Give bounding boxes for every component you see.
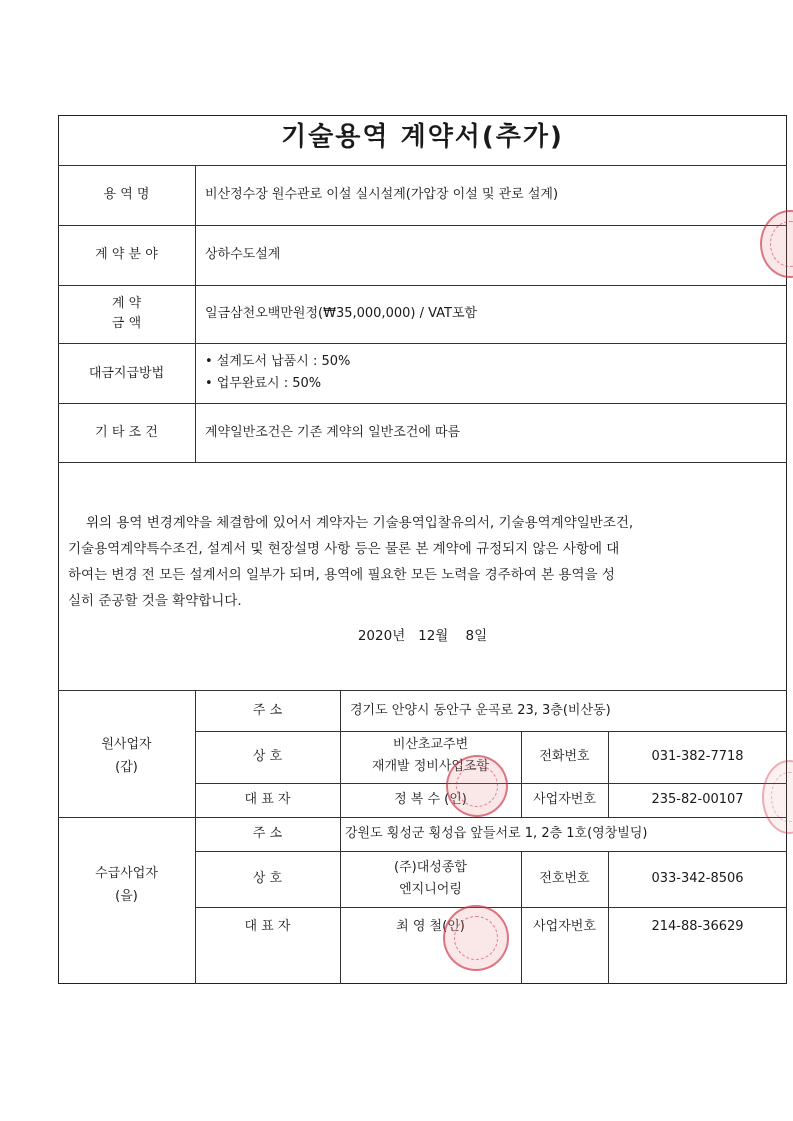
divider [340,690,341,984]
client-rep-label: 대 표 자 [244,792,291,807]
contractor-role-sub: (을) [115,889,138,904]
contractor-name-line1: (주)대성종합 [394,860,467,875]
divider [58,462,787,463]
contractor-bizno-label: 사업자번호 [533,919,596,934]
divider [58,165,787,166]
divider [58,285,787,286]
client-bizno-label: 사업자번호 [533,792,596,807]
contractor-address: 강원도 횡성군 횡성읍 앞들서로 1, 2층 1호(영창빌딩) [345,826,648,841]
service-name-value: 비산정수장 원수관로 이설 실시설계(가압장 이설 및 관로 설계) [205,187,559,202]
contractor-address-label: 주 소 [252,826,283,841]
other-terms-label: 기 타 조 건 [95,425,158,440]
divider [58,403,787,404]
contract-statement [68,510,778,614]
divider [58,817,787,818]
divider [195,731,787,732]
client-address: 경기도 안양시 동안구 운곡로 23, 3층(비산동) [350,703,611,718]
divider [58,343,787,344]
divider [58,690,787,691]
contractor-name-label: 상 호 [252,871,283,886]
client-address-label: 주 소 [252,703,283,718]
client-phone-label: 전화번호 [539,749,590,764]
contractor-phone: 033-342-8506 [651,871,744,886]
other-terms-value: 계약일반조건은 기존 계약의 일반조건에 따름 [205,425,461,440]
contractor-name-line2: 엔지니어링 [399,882,462,897]
field-label: 계 약 분 야 [95,247,158,262]
contractor-rep-label: 대 표 자 [244,919,291,934]
client-rep: 정 복 수 (인) [394,792,467,807]
contractor-phone-label: 전호번호 [539,871,590,886]
client-role-sub: (갑) [115,760,138,775]
statement-line: 위의 용역 변경계약을 체결함에 있어서 계약자는 기술용역입찰유의서, 기술용역계약일반조건, [86,515,634,531]
payment-item: • 설계도서 납품시 : 50% [205,354,351,369]
amount-value: 일금삼천오백만원정(₩35,000,000) / VAT포함 [205,306,478,321]
service-name-label: 용 역 명 [103,187,150,202]
divider [58,225,787,226]
document-title: 기술용역 계약서(추가) [281,122,564,152]
client-phone: 031-382-7718 [651,749,744,764]
payment-label: 대금지급방법 [88,366,165,381]
payment-item: • 업무완료시 : 50% [205,376,322,391]
statement-line: 하여는 변경 전 모든 설계서의 일부가 되며, 용역에 필요한 모든 노력을 경주하여 본 용역을 성 [68,567,615,583]
amount-label-line2: 금 액 [111,316,142,331]
divider [195,851,787,852]
divider [195,165,196,462]
amount-label-line1: 계 약 [111,296,142,311]
client-role: 원사업자 [101,737,152,752]
contractor-seal-stamp [443,905,509,971]
field-value: 상하수도설계 [205,247,281,262]
contractor-bizno: 214-88-36629 [651,919,744,934]
client-bizno: 235-82-00107 [651,792,744,807]
client-name-label: 상 호 [252,749,283,764]
statement-line: 실히 준공할 것을 확약합니다. [68,593,242,609]
client-name-line2: 재개발 정비사업조합 [371,759,490,774]
contract-date: 2020년 12월 8일 [357,628,488,644]
client-seal-stamp [446,755,508,817]
statement-line: 기술용역계약특수조건, 설계서 및 현장설명 사항 등은 물론 본 계약에 규정되지 않은 사항에 대 [68,541,620,557]
contractor-rep: 최 영 철(인) [396,919,465,934]
client-name-line1: 비산초교주변 [392,737,469,752]
contractor-role: 수급사업자 [95,866,158,881]
